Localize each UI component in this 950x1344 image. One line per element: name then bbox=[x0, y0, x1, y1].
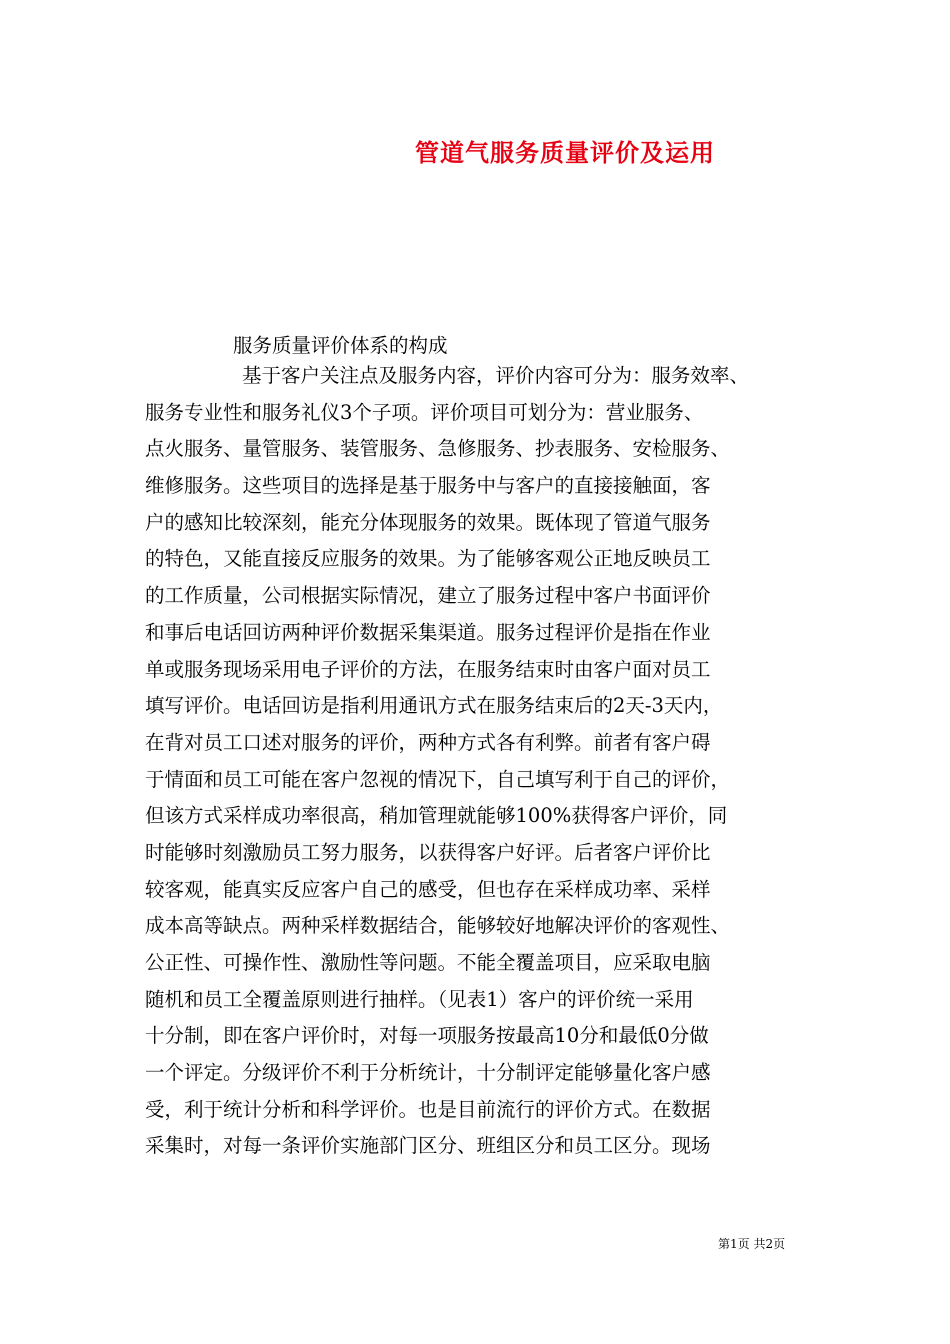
body-line: 在背对员工口述对服务的评价，两种方式各有利弊。前者有客户碍 bbox=[145, 730, 711, 754]
page-number-footer: 第1页 共2页 bbox=[718, 1237, 786, 1251]
body-line: 采集时，对每一条评价实施部门区分、班组区分和员工区分。现场 bbox=[145, 1134, 711, 1158]
body-line: 户的感知比较深刻，能充分体现服务的效果。既体现了管道气服务 bbox=[145, 510, 711, 534]
section-heading: 服务质量评价体系的构成 bbox=[233, 334, 448, 357]
body-line: 但该方式采样成功率很高，稍加管理就能够100%获得客户评价，同 bbox=[145, 804, 728, 828]
document-title: 管道气服务质量评价及运用 bbox=[415, 138, 715, 167]
body-line: 单或服务现场采用电子评价的方法，在服务结束时由客户面对员工 bbox=[145, 657, 711, 681]
body-line: 随机和员工全覆盖原则进行抽样。（见表1）客户的评价统一采用 bbox=[145, 987, 694, 1011]
body-line: 的工作质量，公司根据实际情况，建立了服务过程中客户书面评价 bbox=[145, 584, 711, 608]
body-line: 成本高等缺点。两种采样数据结合，能够较好地解决评价的客观性、 bbox=[145, 914, 731, 938]
body-line: 基于客户关注点及服务内容，评价内容可分为：服务效率、 bbox=[242, 364, 750, 387]
body-line: 时能够时刻激励员工努力服务，以获得客户好评。后者客户评价比 bbox=[145, 840, 711, 864]
body-line: 服务专业性和服务礼仪3个子项。评价项目可划分为：营业服务、 bbox=[145, 400, 704, 424]
body-line: 公正性、可操作性、激励性等问题。不能全覆盖项目，应采取电脑 bbox=[145, 951, 711, 974]
body-line: 于情面和员工可能在客户忽视的情况下，自己填写利于自己的评价， bbox=[145, 767, 731, 791]
body-line: 一个评定。分级评价不利于分析统计，十分制评定能够量化客户感 bbox=[145, 1061, 711, 1085]
body-line: 十分制，即在客户评价时，对每一项服务按最高10分和最低0分做 bbox=[145, 1024, 709, 1048]
body-line: 维修服务。这些项目的选择是基于服务中与客户的直接接触面，客 bbox=[145, 474, 711, 498]
body-line: 填写评价。电话回访是指利用通讯方式在服务结束后的2天-3天内， bbox=[145, 694, 723, 718]
body-line: 点火服务、量管服务、装管服务、急修服务、抄表服务、安检服务、 bbox=[145, 437, 731, 461]
body-line: 较客观，能真实反应客户自己的感受，但也存在采样成功率、采样 bbox=[145, 877, 711, 901]
body-paragraph bbox=[145, 358, 835, 1165]
body-line: 和事后电话回访两种评价数据采集渠道。服务过程评价是指在作业 bbox=[145, 620, 711, 644]
body-line: 的特色，又能直接反应服务的效果。为了能够客观公正地反映员工 bbox=[145, 547, 711, 571]
body-line: 受，利于统计分析和科学评价。也是目前流行的评价方式。在数据 bbox=[145, 1097, 711, 1121]
